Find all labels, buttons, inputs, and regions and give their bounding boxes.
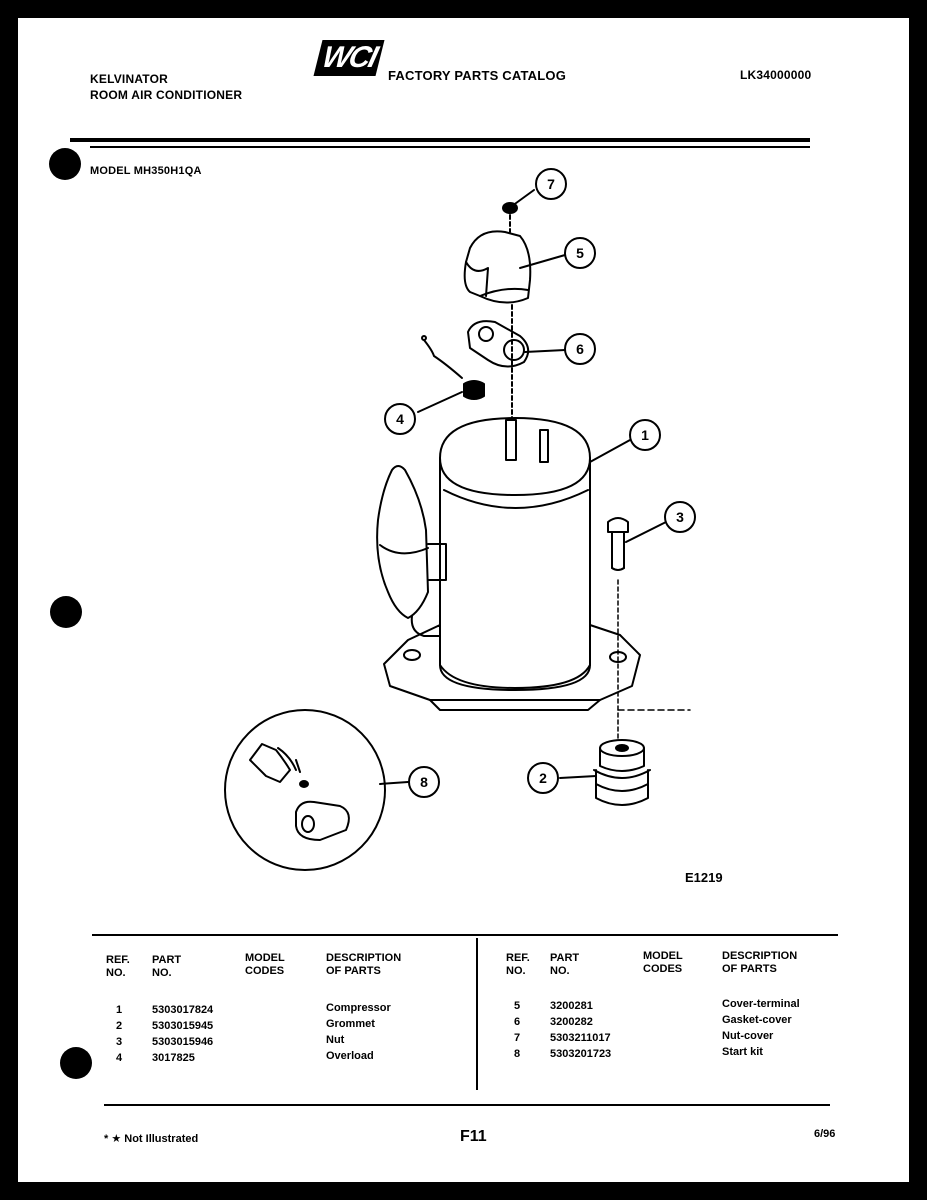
callout-label-2: 2 bbox=[539, 770, 547, 786]
logo-text: WCI bbox=[318, 41, 380, 74]
callout-label-6: 6 bbox=[576, 341, 584, 357]
header-model-codes: MODEL CODES bbox=[245, 952, 285, 977]
callout-label-4: 4 bbox=[396, 411, 404, 427]
header-description: DESCRIPTION OF PARTS bbox=[326, 952, 402, 977]
overload-part bbox=[464, 381, 484, 399]
catalog-date: 6/96 bbox=[814, 1128, 836, 1140]
start-kit-inset bbox=[225, 710, 385, 870]
page-number: F11 bbox=[460, 1128, 487, 1145]
not-illustrated-note: * ★ Not Illustrated bbox=[104, 1133, 199, 1145]
callout-label-1: 1 bbox=[641, 427, 649, 443]
callout-label-3: 3 bbox=[676, 509, 684, 525]
table-top-rule bbox=[92, 934, 838, 936]
callout-label-8: 8 bbox=[420, 774, 428, 790]
header-ref-right: REF. NO. bbox=[506, 952, 530, 977]
product-name: ROOM AIR CONDITIONER bbox=[90, 88, 243, 102]
grommet-part bbox=[594, 740, 650, 805]
brand-name: KELVINATOR bbox=[90, 72, 169, 86]
catalog-code: LK34000000 bbox=[740, 68, 812, 82]
catalog-title: FACTORY PARTS CATALOG bbox=[388, 68, 567, 83]
compressor-part bbox=[377, 418, 640, 710]
table-bottom-rule bbox=[104, 1104, 830, 1106]
gasket-cover-part bbox=[468, 321, 528, 366]
binder-hole-bottom bbox=[60, 1047, 92, 1079]
bolt-part bbox=[608, 518, 690, 740]
header-description-right: DESCRIPTION OF PARTS bbox=[722, 950, 798, 975]
callout-label-5: 5 bbox=[576, 245, 584, 261]
header-part: PART NO. bbox=[152, 954, 182, 979]
header-model-codes-right: MODEL CODES bbox=[643, 950, 683, 975]
model-number: MODEL MH350H1QA bbox=[90, 165, 202, 177]
callout-label-7: 7 bbox=[547, 176, 555, 192]
figure-code: E1219 bbox=[685, 870, 723, 885]
header-ref: REF. NO. bbox=[106, 954, 130, 979]
header-part-right: PART NO. bbox=[550, 952, 580, 977]
table-center-divider bbox=[476, 938, 478, 1090]
